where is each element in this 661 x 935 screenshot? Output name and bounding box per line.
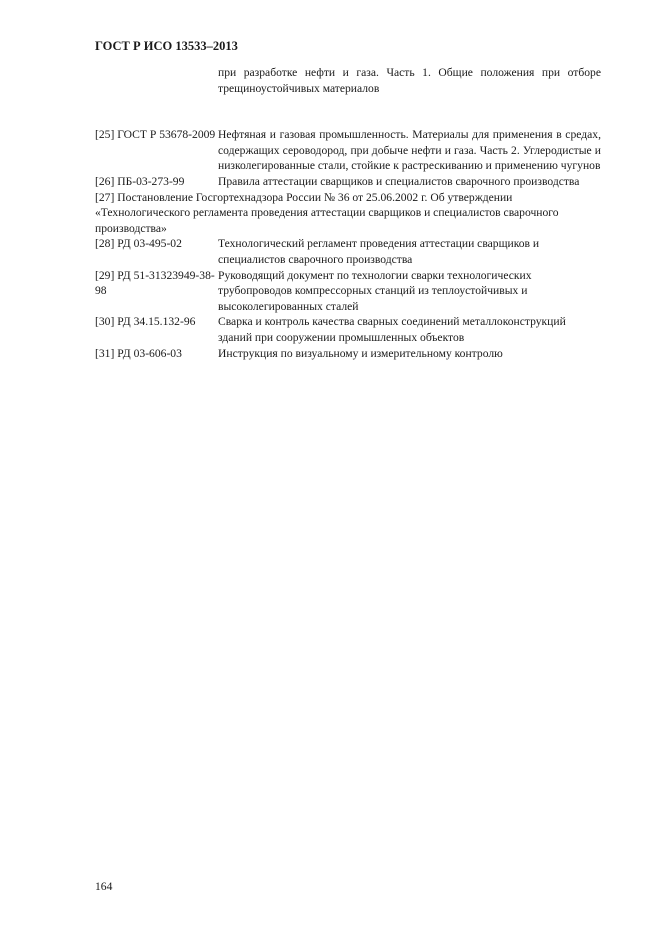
reference-id: [26] ПБ-03-273-99 — [95, 174, 185, 188]
reference-item-30 — [95, 314, 601, 345]
reference-text: Правила аттестации сварщиков и специалистов сварочного производства — [218, 174, 580, 188]
reference-text: Сварка и контроль качества сварных соединений металлоконструкций зданий при сооружении промышленных объектов — [218, 315, 566, 344]
reference-text: Инструкция по визуальному и измерительному контролю — [218, 346, 503, 360]
reference-item-25 — [95, 127, 601, 174]
reference-item-28 — [95, 236, 601, 267]
reference-id: [25] ГОСТ Р 53678-2009 — [95, 128, 216, 142]
reference-text: Руководящий документ по технологии сварки технологических трубопроводов компрессорных станций из теплоустойчивых и высоколегированных сталей — [218, 268, 532, 313]
reference-text: при разработке нефти и газа. Часть 1. Общие положения при отборе трещиноустойчивых материалов — [218, 66, 601, 95]
reference-text: Технологический регламент проведения аттестации сварщиков и специалистов сварочного производства — [218, 237, 540, 266]
reference-item-29 — [95, 268, 601, 315]
reference-item-26 — [95, 174, 601, 190]
reference-id: [29] РД 51-31323949-38-98 — [95, 268, 215, 298]
reference-id: [30] РД 34.15.132-96 — [95, 315, 196, 329]
reference-continuation — [95, 65, 601, 96]
reference-item-27 — [95, 190, 601, 237]
reference-text: [27] Постановление Госгортехнадзора России № 36 от 25.06.2002 г. Об утверждении «Технологического регламента проведения аттестации сварщиков и специалистов сварочного производства» — [95, 190, 559, 235]
page-number: 164 — [95, 880, 113, 893]
reference-id: [31] РД 03-606-03 — [95, 346, 182, 360]
document-header: ГОСТ Р ИСО 13533–2013 — [95, 39, 238, 53]
reference-list — [95, 65, 601, 361]
reference-text: Нефтяная и газовая промышленность. Материалы для применения в средах, содержащих сероводород, при добыче нефти и газа. Часть 2. Углеродистые и низколегированные стали, стойкие к растрескиванию и применению чугунов — [218, 128, 601, 173]
reference-id: [28] РД 03-495-02 — [95, 237, 182, 251]
reference-item-31 — [95, 346, 601, 362]
